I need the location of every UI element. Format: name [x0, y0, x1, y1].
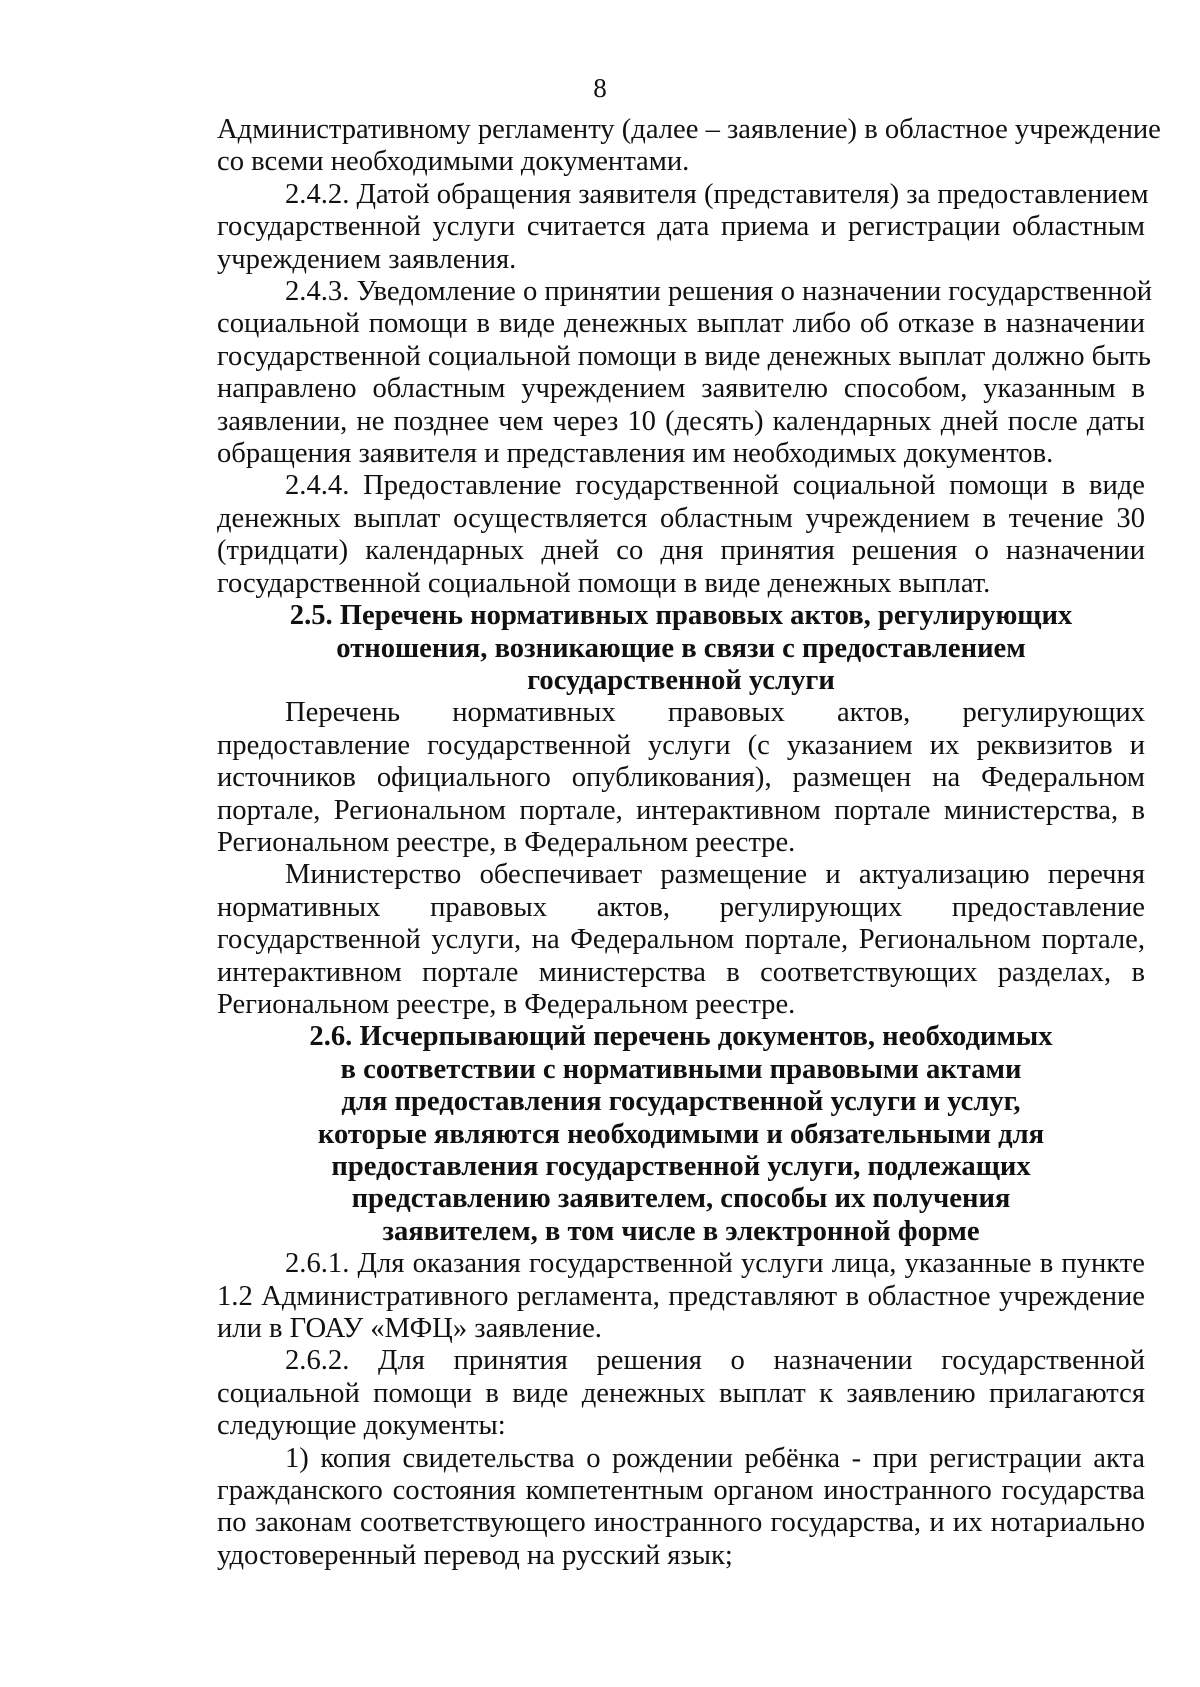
paragraph-line: или в ГОАУ «МФЦ» заявление. [217, 1313, 602, 1345]
paragraph-line: Региональном реестре, в Федеральном реестре. [217, 988, 796, 1020]
paragraph-line: 2.6.2. Для принятия решения о назначении государственной [285, 1345, 1145, 1377]
paragraph-line: нормативных правовых актов, регулирующих предоставление [217, 891, 1145, 923]
paragraph [217, 1345, 1145, 1442]
paragraph-line: государственной услуги считается дата приема и регистрации областным [217, 211, 1145, 243]
paragraph-line: Региональном реестре, в Федеральном реестре. [217, 826, 796, 858]
heading-line: которые являются необходимыми и обязательными для [317, 1118, 1045, 1150]
paragraph-line: 1) копия свидетельства о рождении ребёнка - при регистрации акта [285, 1442, 1145, 1474]
heading-line: 2.5. Перечень нормативных правовых актов, регулирующих [289, 600, 1073, 632]
paragraph-line: Министерство обеспечивает размещение и актуализацию перечня [285, 859, 1145, 891]
paragraph-line: государственной социальной помощи в виде денежных выплат. [217, 567, 991, 599]
paragraph [217, 178, 1149, 276]
paragraph-line: интерактивном портале министерства в соответствующих разделах, в [217, 956, 1145, 988]
paragraph-line: Административному регламенту (далее – заявление) в областное учреждение [217, 114, 1161, 145]
paragraph-line: гражданского состояния компетентным органом иностранного государства [217, 1475, 1145, 1507]
heading-line: государственной услуги [527, 664, 835, 696]
heading-line: в соответствии с нормативными правовыми актами [340, 1053, 1022, 1085]
section-heading [217, 1021, 1145, 1248]
heading-line: для предоставления государственной услуги и услуг, [341, 1086, 1021, 1118]
paragraph-line: Перечень нормативных правовых актов, регулирующих [285, 697, 1145, 729]
section-heading [217, 600, 1145, 697]
paragraph-line: источников официального опубликования), размещен на Федеральном [217, 762, 1145, 794]
paragraph-line: государственной социальной помощи в виде денежных выплат должно быть [217, 340, 1151, 372]
paragraph [217, 1248, 1145, 1345]
paragraph-line: по законам соответствующего иностранного государства, и их нотариально [217, 1507, 1145, 1539]
paragraph [217, 276, 1153, 470]
heading-line: представлению заявителем, способы их получения [351, 1183, 1011, 1215]
paragraph-line: 2.4.3. Уведомление о принятии решения о назначении государственной [285, 276, 1153, 308]
paragraph-line: 2.6.1. Для оказания государственной услуги лица, указанные в пункте [285, 1248, 1145, 1280]
paragraph-line: денежных выплат осуществляется областным учреждением в течение 30 [217, 502, 1145, 534]
paragraph [217, 859, 1145, 1021]
heading-line: заявителем, в том числе в электронной форме [382, 1215, 980, 1247]
paragraph-line: 2.4.2. Датой обращения заявителя (представителя) за предоставлением [285, 178, 1149, 210]
paragraph [217, 697, 1145, 859]
paragraph-line: социальной помощи в виде денежных выплат к заявлению прилагаются [217, 1377, 1145, 1409]
document-body [217, 114, 1161, 1572]
paragraph-line: социальной помощи в виде денежных выплат либо об отказе в назначении [217, 308, 1145, 340]
paragraph-line: портале, Региональном портале, интерактивном портале министерства, в [217, 794, 1145, 826]
heading-line: предоставления государственной услуги, подлежащих [331, 1151, 1031, 1182]
paragraph [217, 114, 1161, 179]
paragraph-line: 1.2 Административного регламента, представляют в областное учреждение [217, 1280, 1145, 1312]
paragraph-line: следующие документы: [217, 1410, 506, 1442]
paragraph [217, 470, 1145, 600]
paragraph-line: удостоверенный перевод на русский язык; [217, 1539, 733, 1571]
paragraph-line: учреждением заявления. [217, 243, 517, 275]
paragraph-line: 2.4.4. Предоставление государственной социальной помощи в виде [285, 470, 1145, 502]
paragraph-line: государственной услуги, на Федеральном портале, Региональном портале, [217, 924, 1145, 956]
paragraph-line: предоставление государственной услуги (с указанием их реквизитов и [217, 729, 1145, 761]
page-number: 8 [593, 73, 607, 103]
paragraph [217, 1443, 1145, 1573]
paragraph-line: обращения заявителя и представления им необходимых документов. [217, 438, 1054, 470]
paragraph-line: (тридцати) календарных дней со дня принятия решения о назначении [217, 535, 1145, 567]
heading-line: 2.6. Исчерпывающий перечень документов, необходимых [309, 1021, 1053, 1053]
paragraph-line: направлено областным учреждением заявителю способом, указанным в [217, 373, 1145, 405]
heading-line: отношения, возникающие в связи с предоставлением [336, 632, 1026, 664]
paragraph-line: со всеми необходимыми документами. [217, 146, 690, 178]
paragraph-line: заявлении, не позднее чем через 10 (десять) календарных дней после даты [217, 405, 1145, 437]
